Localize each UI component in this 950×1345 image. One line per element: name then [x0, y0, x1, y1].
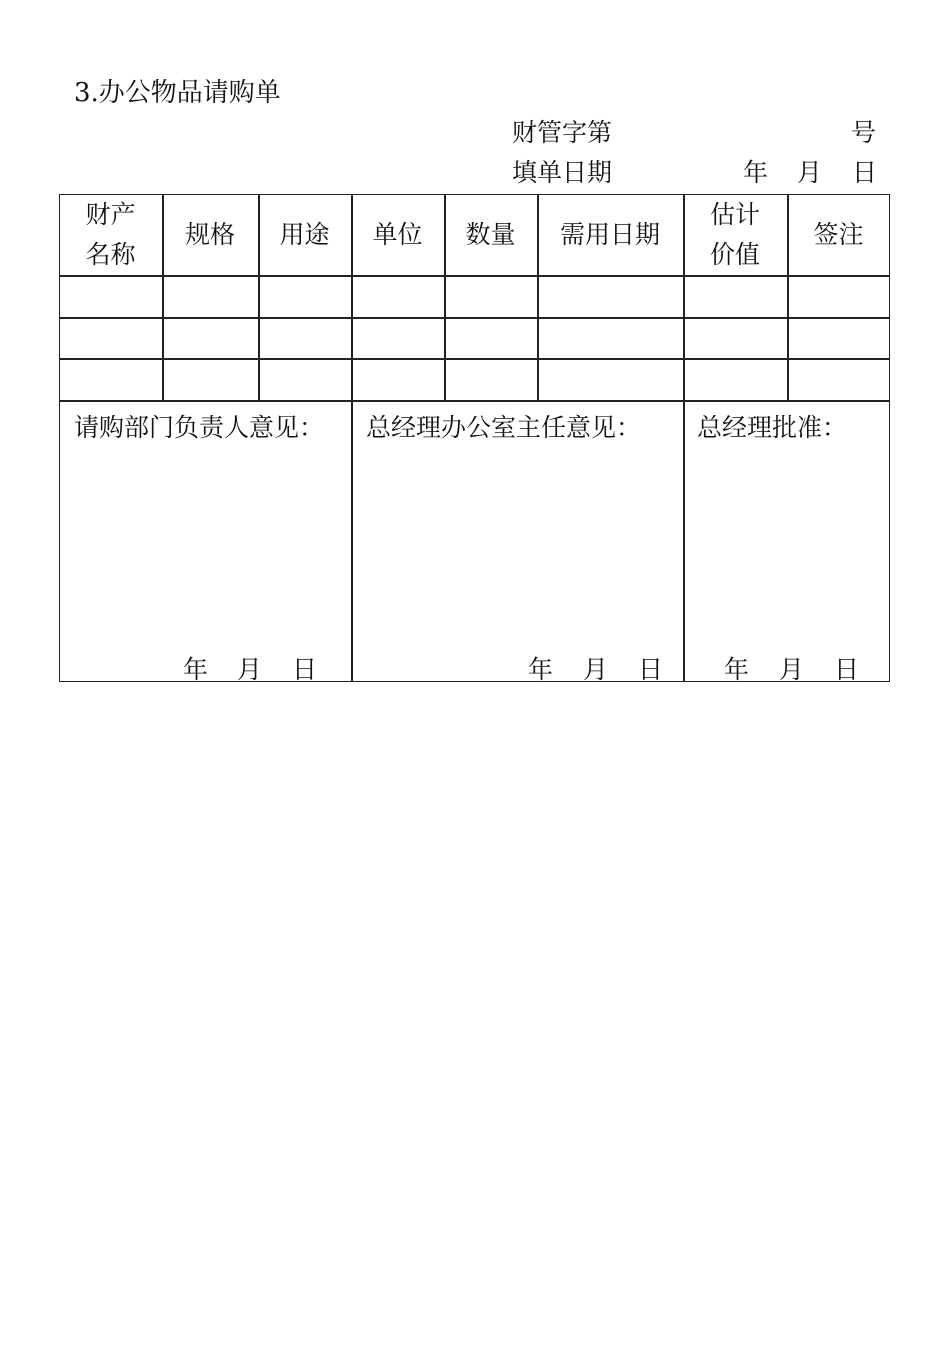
date-day: 日	[292, 655, 318, 684]
header-property-name	[59, 195, 162, 275]
date-month: 月	[779, 655, 805, 684]
serial-number-suffix: 号	[851, 118, 877, 147]
fill-date-year: 年	[743, 158, 769, 187]
header-estimated-value	[683, 195, 787, 275]
dept-head-opinion-label: 请购部门负责人意见：	[74, 413, 325, 442]
fill-date-month: 月	[797, 158, 823, 187]
header-purpose: 用途	[279, 220, 330, 249]
date-month: 月	[237, 655, 263, 684]
header-quantity: 数量	[465, 220, 516, 249]
table-rule	[59, 275, 890, 277]
header-line: 名称	[85, 240, 136, 269]
serial-number-label: 财管字第	[512, 118, 613, 147]
table-rule	[59, 358, 890, 360]
form-title: 3.办公物品请购单	[74, 78, 281, 108]
date-day: 日	[638, 655, 664, 684]
table-rule	[59, 317, 890, 319]
date-day: 日	[834, 655, 860, 684]
fill-date-label: 填单日期	[512, 158, 613, 187]
date-year: 年	[183, 655, 209, 684]
header-spec: 规格	[184, 220, 235, 249]
fill-date-day: 日	[852, 158, 878, 187]
date-month: 月	[583, 655, 609, 684]
header-line: 估计	[709, 200, 760, 229]
date-year: 年	[528, 655, 554, 684]
header-line: 价值	[709, 240, 760, 269]
table-rule	[59, 400, 890, 402]
date-year: 年	[724, 655, 750, 684]
header-unit: 单位	[372, 220, 423, 249]
header-required-date: 需用日期	[559, 220, 660, 249]
header-remarks: 签注	[813, 220, 864, 249]
gm-approval-label: 总经理批准：	[697, 413, 848, 442]
header-line: 财产	[85, 200, 136, 229]
office-director-opinion-label: 总经理办公室主任意见：	[366, 413, 642, 442]
